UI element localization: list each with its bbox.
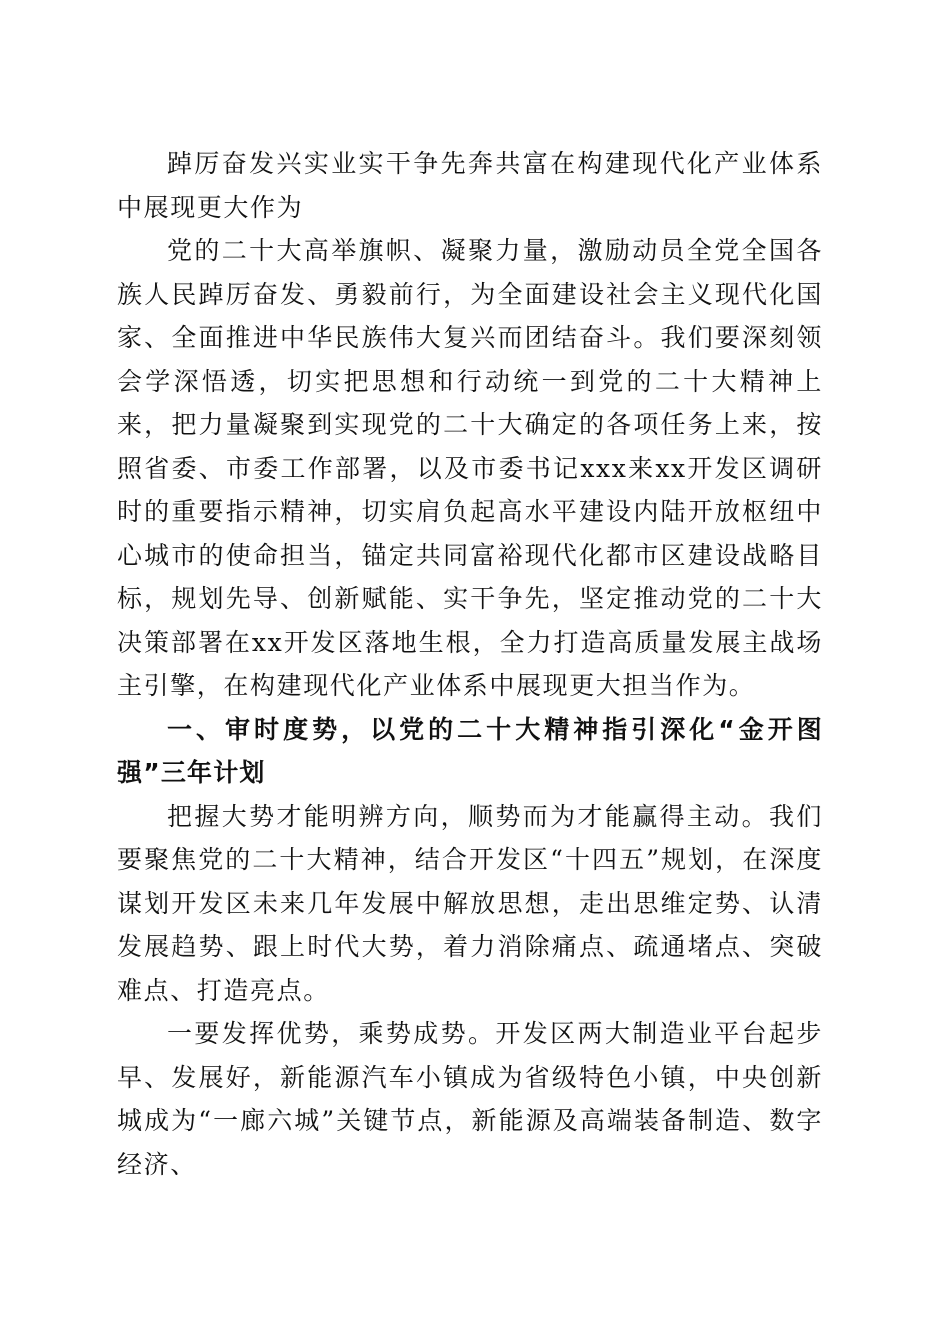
intro-paragraph: 党的二十大高举旗帜、凝聚力量，激励动员全党全国各族人民踔厉奋发、勇毅前行，为全面建设社会主义现代化国家、全面推进中华民族伟大复兴而团结奋斗。我们要深刻领会学深悟透，切实把思想和行动统一到党的二十大精神上来，把力量凝聚到实现党的二十大确定的各项任务上来，按照省委、市委工作部署，以及市委书记xxx来xx开发区调研时的重要指示精神，切实肩负起高水平建设内陆开放枢纽中心城市的使命担当，锚定共同富裕现代化都市区建设战略目标，规划先导、创新赋能、实干争先，坚定推动党的二十大决策部署在xx开发区落地生根，全力打造高质量发展主战场主引擎，在构建现代化产业体系中展现更大担当作为。: [117, 236, 823, 700]
section-heading-1: 一、审时度势，以党的二十大精神指引深化“金开图强”三年计划: [117, 714, 823, 787]
document-title: 踔厉奋发兴实业实干争先奔共富在构建现代化产业体系中展现更大作为: [117, 149, 823, 222]
section-1-paragraph-2: 一要发挥优势，乘势成势。开发区两大制造业平台起步早、发展好，新能源汽车小镇成为省级特色小镇，中央创新城成为“一廊六城”关键节点，新能源及高端装备制造、数字经济、: [117, 1019, 823, 1179]
document-body: [117, 142, 823, 1186]
section-1-paragraph-1: 把握大势才能明辨方向，顺势而为才能赢得主动。我们要聚焦党的二十大精神，结合开发区“十四五”规划，在深度谋划开发区未来几年发展中解放思想，走出思维定势、认清发展趋势、跟上时代大势，着力消除痛点、疏通堵点、突破难点、打造亮点。: [117, 801, 823, 1005]
